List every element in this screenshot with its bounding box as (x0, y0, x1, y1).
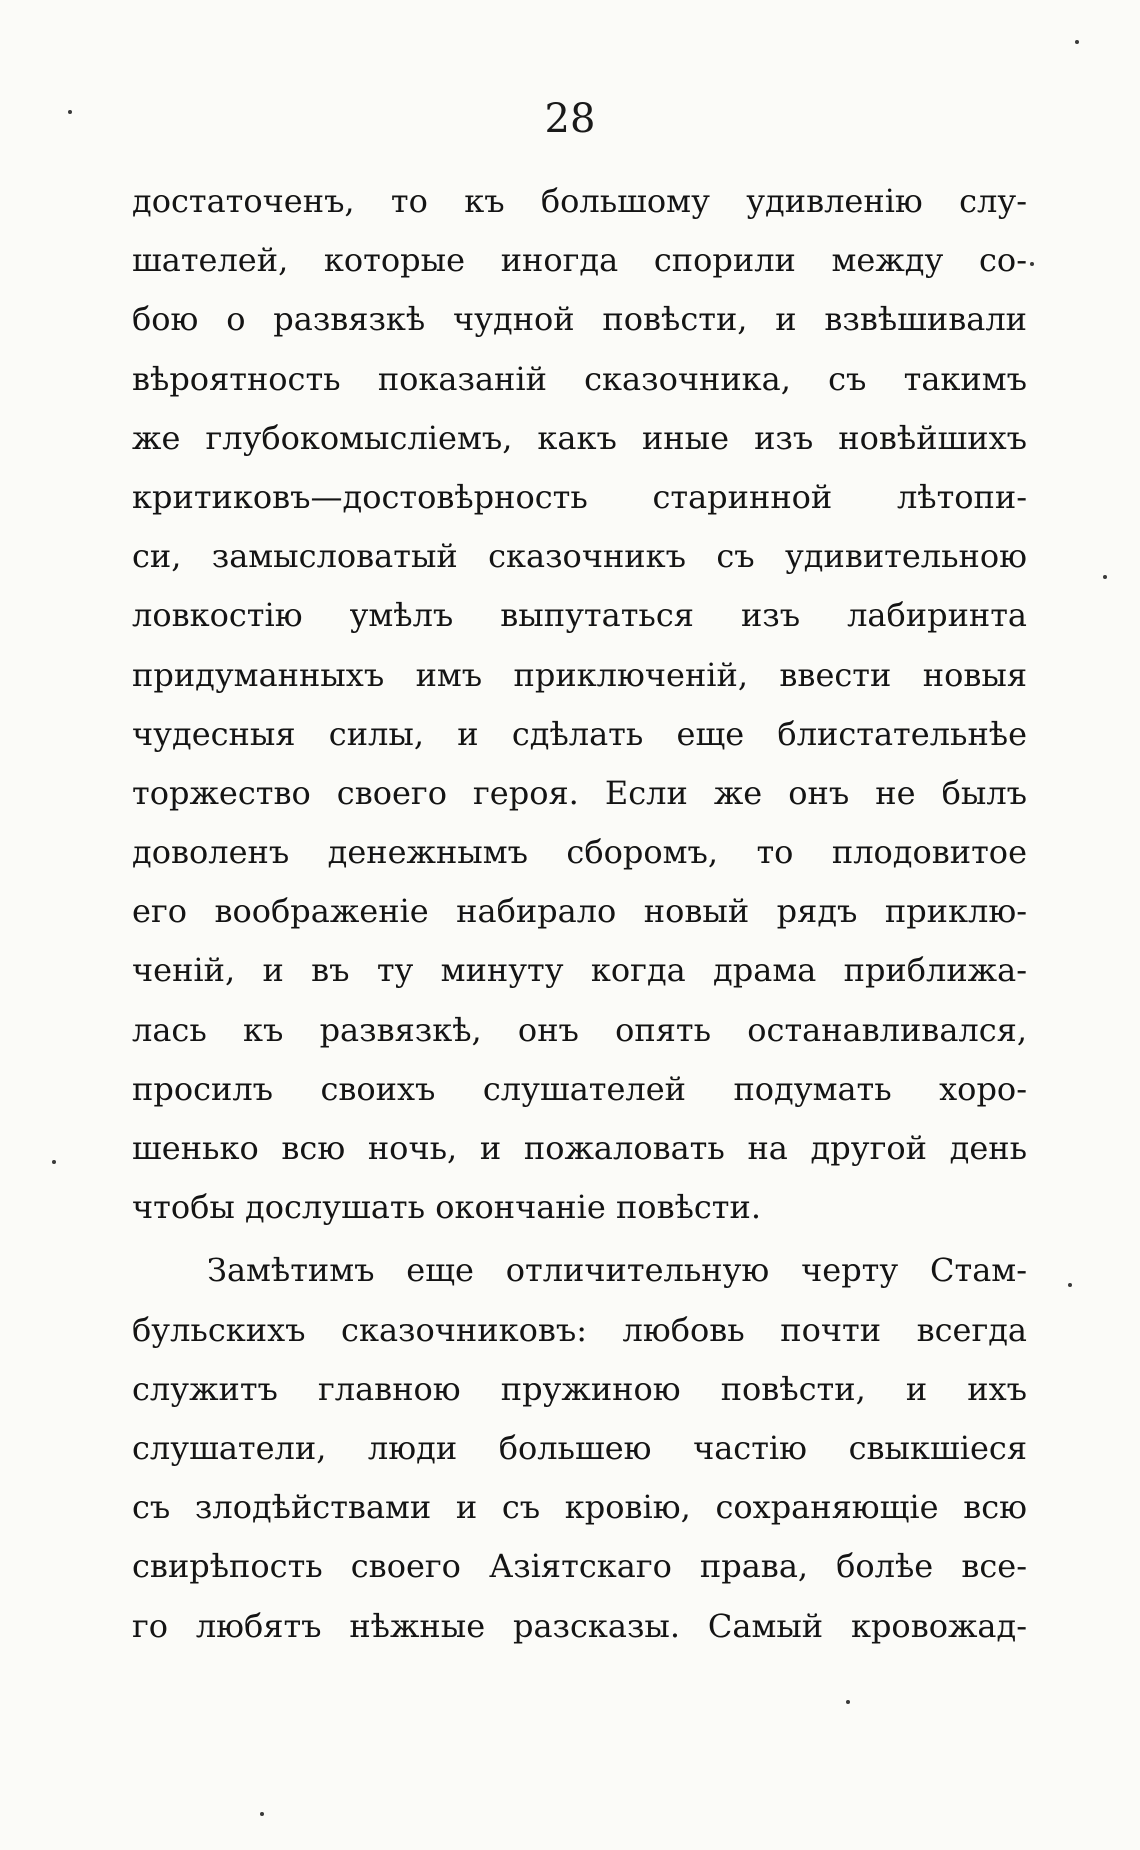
scan-speck (846, 1700, 850, 1704)
text-line: го любятъ нѣжные разсказы. Самый кровожад- (132, 1606, 1027, 1645)
text-line: шенько всю ночь, и пожаловать на другой день (132, 1129, 1027, 1167)
page-number: 28 (544, 96, 596, 142)
paragraph-2 (132, 1241, 1027, 1655)
scan-speck (260, 1812, 264, 1816)
scan-speck (68, 110, 72, 114)
text-line: чудесныя силы, и сдѣлать еще блистательнѣе (132, 714, 1027, 753)
paragraph-1 (132, 172, 1027, 1237)
text-line: придуманныхъ имъ приключеній, ввести новыя (132, 655, 1027, 694)
scan-speck (1075, 40, 1079, 44)
text-line: ловкостію умѣлъ выпутаться изъ лабиринта (132, 596, 1027, 635)
text-line: шателей, которые иногда спорили между со- (132, 241, 1027, 280)
text-line: служитъ главною пружиною повѣсти, и ихъ (132, 1369, 1027, 1408)
text-line: слушатели, люди большею частію свыкшіеся (132, 1428, 1027, 1467)
scan-speck (52, 1160, 56, 1164)
text-line: лась къ развязкѣ, онъ опять останавливался, (132, 1010, 1027, 1049)
text-line: Замѣтимъ еще отличительную черту Стам- (207, 1251, 1027, 1290)
text-line: бою о развязкѣ чудной повѣсти, и взвѣшивали (132, 300, 1027, 339)
text-line: критиковъ—достовѣрность старинной лѣтопи- (132, 477, 1027, 516)
text-line: вѣроятность показаній сказочника, съ такимъ (132, 359, 1027, 398)
text-line: си, замысловатый сказочникъ съ удивительною (132, 537, 1027, 576)
text-line: съ злодѣйствами и съ кровію, сохраняющіе всю (132, 1488, 1027, 1527)
text-line: бульскихъ сказочниковъ: любовь почти всегда (132, 1310, 1027, 1349)
text-line: свирѣпость своего Азіятскаго права, болѣе все- (132, 1547, 1027, 1586)
text-line: достаточенъ, то къ большому удивленію слу- (132, 182, 1027, 220)
text-line: доволенъ денежнымъ сборомъ, то плодовитое (132, 833, 1027, 872)
scan-speck (1068, 1283, 1072, 1287)
text-line: просилъ своихъ слушателей подумать хоро- (132, 1069, 1027, 1108)
body-text (132, 172, 1027, 1656)
text-line: его воображеніе набирало новый рядъ приклю- (132, 892, 1027, 931)
text-line: торжество своего героя. Если же онъ не былъ (132, 773, 1027, 812)
text-line: же глубокомысліемъ, какъ иные изъ новѣйшихъ (132, 418, 1027, 457)
scan-speck (1030, 262, 1034, 266)
text-line: чтобы дослушать окончаніе повѣсти. (132, 1188, 761, 1227)
text-line: ченій, и въ ту минуту когда драма приближа- (132, 951, 1027, 990)
scan-speck (1103, 575, 1107, 579)
